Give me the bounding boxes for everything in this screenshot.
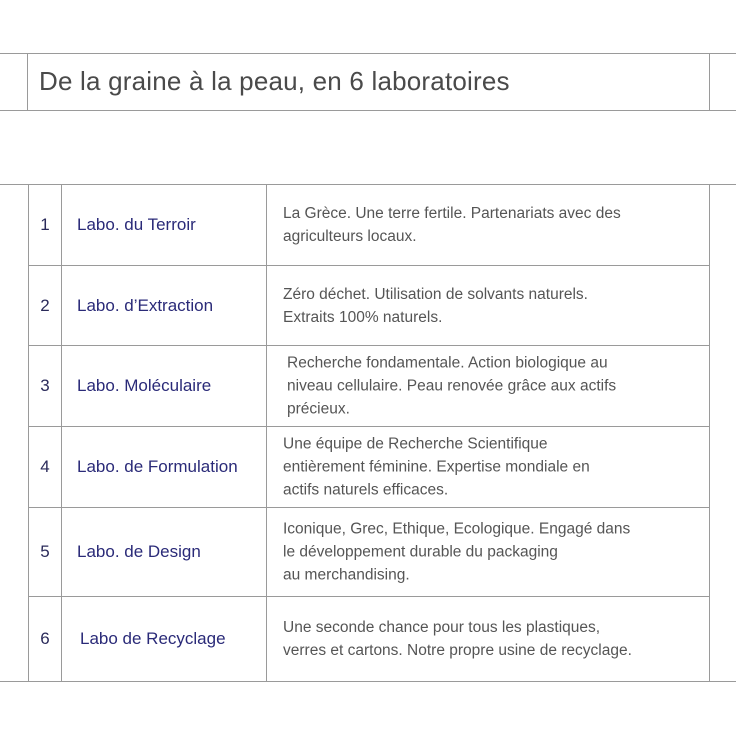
row-lab-name: Labo. de Design: [77, 542, 201, 561]
row-lab-name: Labo de Recyclage: [80, 629, 226, 648]
table-row: [29, 185, 710, 266]
row-lab-name: Labo. Moléculaire: [77, 376, 212, 395]
table-row: [29, 346, 710, 427]
row-number: 5: [40, 542, 50, 561]
title-band: [0, 53, 736, 111]
row-description: [283, 433, 700, 502]
description-line: entièrement féminine. Expertise mondiale en: [283, 458, 590, 476]
row-lab-name: Labo. du Terroir: [77, 215, 196, 234]
description-line: précieux.: [287, 400, 350, 418]
description-line: verres et cartons. Notre propre usine de recyclage.: [283, 642, 632, 659]
description-line: Iconique, Grec, Ethique, Ecologique. Engagé dans: [283, 520, 631, 538]
row-lab-name: Labo. d’Extraction: [77, 295, 214, 315]
description-line: Extraits 100% naturels.: [283, 308, 443, 326]
row-number: 3: [40, 376, 50, 395]
row-description: [283, 202, 700, 248]
description-line: Une seconde chance pour tous les plastiques,: [283, 619, 601, 636]
row-lab-name: Labo. de Formulation: [77, 457, 238, 476]
table-row: [29, 597, 710, 681]
description-line: niveau cellulaire. Peau renovée grâce aux actifs: [287, 377, 617, 395]
description-line: La Grèce. Une terre fertile. Partenariats avec des: [283, 205, 621, 222]
description-line: le développement durable du packaging: [283, 543, 558, 561]
description-line: Recherche fondamentale. Action biologique au: [287, 354, 608, 372]
title-left-rule: [27, 54, 28, 110]
page-title: De la graine à la peau, en 6 laboratoires: [39, 66, 510, 96]
row-description: [283, 616, 700, 662]
row-description: [287, 352, 700, 421]
title-right-rule: [709, 54, 710, 110]
row-number: 1: [40, 215, 50, 234]
table-row: [29, 508, 710, 597]
table-row: [29, 427, 710, 508]
description-line: au merchandising.: [283, 566, 410, 584]
description-line: Une équipe de Recherche Scientifique: [283, 435, 548, 453]
laboratories-table: [0, 184, 736, 682]
row-number: 2: [40, 295, 50, 315]
description-line: actifs naturels efficaces.: [283, 481, 449, 499]
description-line: agriculteurs locaux.: [283, 228, 417, 245]
row-number: 6: [40, 629, 50, 648]
table-row: [29, 266, 710, 346]
row-description: [283, 518, 700, 587]
row-description: [283, 283, 700, 329]
row-number: 4: [40, 457, 50, 476]
description-line: Zéro déchet. Utilisation de solvants naturels.: [283, 285, 588, 303]
